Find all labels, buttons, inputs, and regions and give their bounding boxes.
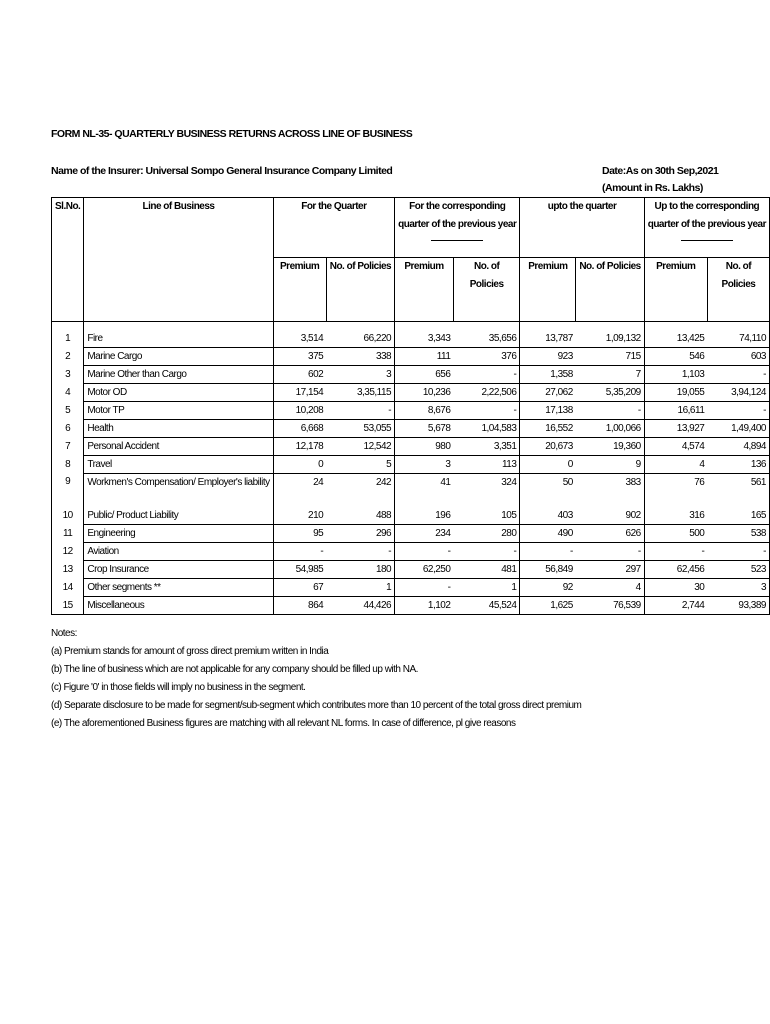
row-line-of-business: Miscellaneous — [84, 597, 273, 615]
row-value: - — [326, 401, 394, 419]
table-row — [52, 579, 770, 597]
row-value: 19,360 — [576, 437, 644, 455]
row-value: 54,985 — [273, 561, 326, 579]
row-value: 864 — [273, 597, 326, 615]
note-d: (d) Separate disclosure to be made for segment/sub-segment which contributes more than 10 percent of the total gross direct premium — [51, 700, 582, 711]
row-sl-no: 8 — [52, 455, 84, 473]
row-value: 603 — [707, 347, 769, 365]
table-row — [52, 437, 770, 455]
amount-unit: (Amount in Rs. Lakhs) — [602, 182, 703, 194]
row-value: 17,154 — [273, 383, 326, 401]
row-value: 95 — [273, 525, 326, 543]
row-value: 902 — [576, 507, 644, 525]
row-value: - — [576, 543, 644, 561]
table-row — [52, 473, 770, 507]
header-policies-upto-corr: No. of Policies — [707, 258, 769, 322]
row-value: 1,00,066 — [576, 419, 644, 437]
row-value: 4 — [576, 579, 644, 597]
row-value: 41 — [440, 476, 451, 488]
row-value: 113 — [453, 455, 519, 473]
row-value: 13,787 — [520, 330, 576, 348]
note-b: (b) The line of business which are not applicable for any company should be filled up with NA. — [51, 664, 418, 675]
table-row — [52, 330, 770, 348]
note-c: (c) Figure '0' in those fields will imply no business in the segment. — [51, 682, 306, 693]
insurer-name: Name of the Insurer: Universal Sompo General Insurance Company Limited — [51, 165, 393, 177]
row-value: 4 — [644, 455, 707, 473]
row-value: 35,656 — [453, 330, 519, 348]
table-row — [52, 543, 770, 561]
row-value: 27,062 — [520, 383, 576, 401]
row-line-of-business: Health — [84, 419, 273, 437]
row-value: 180 — [326, 561, 394, 579]
row-value: 242 — [326, 473, 394, 507]
row-value: 12,542 — [326, 437, 394, 455]
row-value: 19,055 — [644, 383, 707, 401]
table-row — [52, 347, 770, 365]
row-value: 626 — [576, 525, 644, 543]
table-row — [52, 525, 770, 543]
row-value: 13,927 — [644, 419, 707, 437]
header-policies-upto: No. of Policies — [576, 258, 644, 322]
row-value: 44,426 — [326, 597, 394, 615]
row-value: 3 — [326, 365, 394, 383]
row-value: 383 — [576, 473, 644, 507]
row-value: 1,04,583 — [453, 419, 519, 437]
row-value: 56,849 — [520, 561, 576, 579]
row-value: 5 — [326, 455, 394, 473]
notes — [51, 625, 581, 733]
table-row — [52, 419, 770, 437]
row-value: 656 — [395, 365, 454, 383]
table-row — [52, 455, 770, 473]
row-value: 538 — [707, 525, 769, 543]
row-value: - — [707, 543, 769, 561]
row-value: 1 — [453, 579, 519, 597]
row-line-of-business: Public/ Product Liability — [84, 507, 273, 525]
row-sl-no: 13 — [52, 561, 84, 579]
row-value: 3,35,115 — [326, 383, 394, 401]
row-line-of-business: Workmen's Compensation/ Employer's liability — [84, 473, 273, 507]
row-value: - — [453, 365, 519, 383]
row-value: 62,456 — [644, 561, 707, 579]
row-value: 9 — [576, 455, 644, 473]
row-value: 50 — [562, 476, 573, 488]
row-value: 7 — [576, 365, 644, 383]
row-value: 196 — [395, 507, 454, 525]
header-premium-upto: Premium — [520, 258, 576, 322]
header-for-the-quarter: For the Quarter — [273, 198, 395, 258]
header-premium-quarter: Premium — [273, 258, 326, 322]
header-upto-the-quarter: upto the quarter — [520, 198, 644, 258]
table-row — [52, 383, 770, 401]
row-value: - — [707, 401, 769, 419]
row-sl-no: 5 — [52, 401, 84, 419]
row-value: 1,358 — [520, 365, 576, 383]
row-value: 1,49,400 — [707, 419, 769, 437]
row-sl-no: 14 — [52, 579, 84, 597]
row-line-of-business: Aviation — [84, 543, 273, 561]
row-value: 13,425 — [644, 330, 707, 348]
form-title: FORM NL-35- QUARTERLY BUSINESS RETURNS ACROSS LINE OF BUSINESS — [51, 128, 413, 140]
row-line-of-business: Crop Insurance — [84, 561, 273, 579]
row-line-of-business: Personal Accident — [84, 437, 273, 455]
row-value: 296 — [326, 525, 394, 543]
row-value: 376 — [453, 347, 519, 365]
row-value: - — [273, 543, 326, 561]
row-value: 92 — [520, 579, 576, 597]
row-sl-no: 10 — [52, 507, 84, 525]
row-sl-no: 12 — [52, 543, 84, 561]
row-value: 16,552 — [520, 419, 576, 437]
row-sl-no: 4 — [52, 383, 84, 401]
row-value: 2,22,506 — [453, 383, 519, 401]
row-value: 500 — [644, 525, 707, 543]
row-value: 488 — [326, 507, 394, 525]
row-sl-no: 2 — [52, 347, 84, 365]
row-line-of-business: Motor OD — [84, 383, 273, 401]
row-value: 338 — [326, 347, 394, 365]
row-value: 4,894 — [707, 437, 769, 455]
row-line-of-business: Marine Other than Cargo — [84, 365, 273, 383]
row-sl-no: 1 — [52, 330, 84, 348]
table-row — [52, 507, 770, 525]
row-value: 523 — [707, 561, 769, 579]
row-value: - — [395, 579, 454, 597]
row-value: 0 — [520, 455, 576, 473]
row-line-of-business: Fire — [84, 330, 273, 348]
row-sl-no: 11 — [52, 525, 84, 543]
header-policies-quarter: No. of Policies — [326, 258, 394, 322]
row-value: 165 — [707, 507, 769, 525]
row-value: 2,744 — [644, 597, 707, 615]
row-value: 111 — [395, 347, 454, 365]
row-value: 403 — [520, 507, 576, 525]
table-row — [52, 561, 770, 579]
row-value: 210 — [273, 507, 326, 525]
row-value: 12,178 — [273, 437, 326, 455]
row-value: 3 — [707, 579, 769, 597]
row-value: 93,389 — [707, 597, 769, 615]
report-date: Date:As on 30th Sep,2021 — [602, 165, 719, 177]
row-line-of-business: Engineering — [84, 525, 273, 543]
header-sl-no: Sl.No. — [52, 198, 84, 258]
row-value: 546 — [644, 347, 707, 365]
row-value: - — [644, 543, 707, 561]
row-value: 62,250 — [395, 561, 454, 579]
row-value: 4,574 — [644, 437, 707, 455]
table-row — [52, 365, 770, 383]
row-value: 923 — [520, 347, 576, 365]
row-value: 24 — [313, 476, 324, 488]
note-a: (a) Premium stands for amount of gross direct premium written in India — [51, 646, 329, 657]
row-value: - — [707, 365, 769, 383]
row-value: 1,09,132 — [576, 330, 644, 348]
row-value: 74,110 — [707, 330, 769, 348]
row-value: 0 — [273, 455, 326, 473]
row-value: 10,236 — [395, 383, 454, 401]
row-value: 136 — [707, 455, 769, 473]
row-value: 316 — [644, 507, 707, 525]
row-sl-no: 3 — [52, 365, 84, 383]
row-sl-no: 9 — [52, 473, 84, 507]
row-value: 5,35,209 — [576, 383, 644, 401]
row-value: - — [453, 401, 519, 419]
row-value: 16,611 — [644, 401, 707, 419]
row-value: 297 — [576, 561, 644, 579]
row-value: 1,625 — [520, 597, 576, 615]
row-value: 67 — [273, 579, 326, 597]
header-premium-upto-corr: Premium — [644, 258, 707, 322]
row-line-of-business: Motor TP — [84, 401, 273, 419]
row-line-of-business: Other segments ** — [84, 579, 273, 597]
row-value: 8,676 — [395, 401, 454, 419]
row-value: 10,208 — [273, 401, 326, 419]
table-row — [52, 401, 770, 419]
header-policies-corr: No. of Policies — [453, 258, 519, 322]
row-value: 53,055 — [326, 419, 394, 437]
row-value: 280 — [453, 525, 519, 543]
row-value: 17,138 — [520, 401, 576, 419]
header-premium-corr: Premium — [395, 258, 454, 322]
row-value: 1,102 — [395, 597, 454, 615]
row-value: 715 — [576, 347, 644, 365]
row-value: 76 — [694, 476, 705, 488]
row-value: 980 — [395, 437, 454, 455]
row-value: 45,524 — [453, 597, 519, 615]
row-value: - — [395, 543, 454, 561]
header-upto-corresponding: Up to the corresponding quarter of the previous year — [644, 198, 769, 258]
row-value: 3,351 — [453, 437, 519, 455]
row-value: 602 — [273, 365, 326, 383]
row-value: 66,220 — [326, 330, 394, 348]
row-value: 324 — [453, 473, 519, 507]
row-value: 6,668 — [273, 419, 326, 437]
row-value: 3,94,124 — [707, 383, 769, 401]
header-line-of-business: Line of Business — [84, 198, 273, 258]
row-value: 1,103 — [644, 365, 707, 383]
row-value: 561 — [707, 473, 769, 507]
business-returns-table — [51, 197, 770, 615]
row-value: - — [576, 401, 644, 419]
row-sl-no: 7 — [52, 437, 84, 455]
row-sl-no: 6 — [52, 419, 84, 437]
notes-heading: Notes: — [51, 628, 77, 639]
row-value: 375 — [273, 347, 326, 365]
row-value: 76,539 — [576, 597, 644, 615]
row-value: 1 — [326, 579, 394, 597]
table-body — [52, 322, 770, 615]
table-row — [52, 597, 770, 615]
row-sl-no: 15 — [52, 597, 84, 615]
row-line-of-business: Travel — [84, 455, 273, 473]
row-value: 3,514 — [273, 330, 326, 348]
row-value: 3,343 — [395, 330, 454, 348]
row-value: 105 — [453, 507, 519, 525]
row-value: - — [326, 543, 394, 561]
row-value: - — [453, 543, 519, 561]
row-value: 30 — [644, 579, 707, 597]
header-corresponding-quarter: For the corresponding quarter of the previous year — [395, 198, 520, 258]
row-value: 3 — [395, 455, 454, 473]
row-value: 20,673 — [520, 437, 576, 455]
row-value: 490 — [520, 525, 576, 543]
row-value: - — [520, 543, 576, 561]
row-value: 5,678 — [395, 419, 454, 437]
note-e: (e) The aforementioned Business figures are matching with all relevant NL forms. In case of difference, pl give reasons — [51, 718, 516, 729]
row-value: 234 — [395, 525, 454, 543]
row-line-of-business: Marine Cargo — [84, 347, 273, 365]
row-value: 481 — [453, 561, 519, 579]
